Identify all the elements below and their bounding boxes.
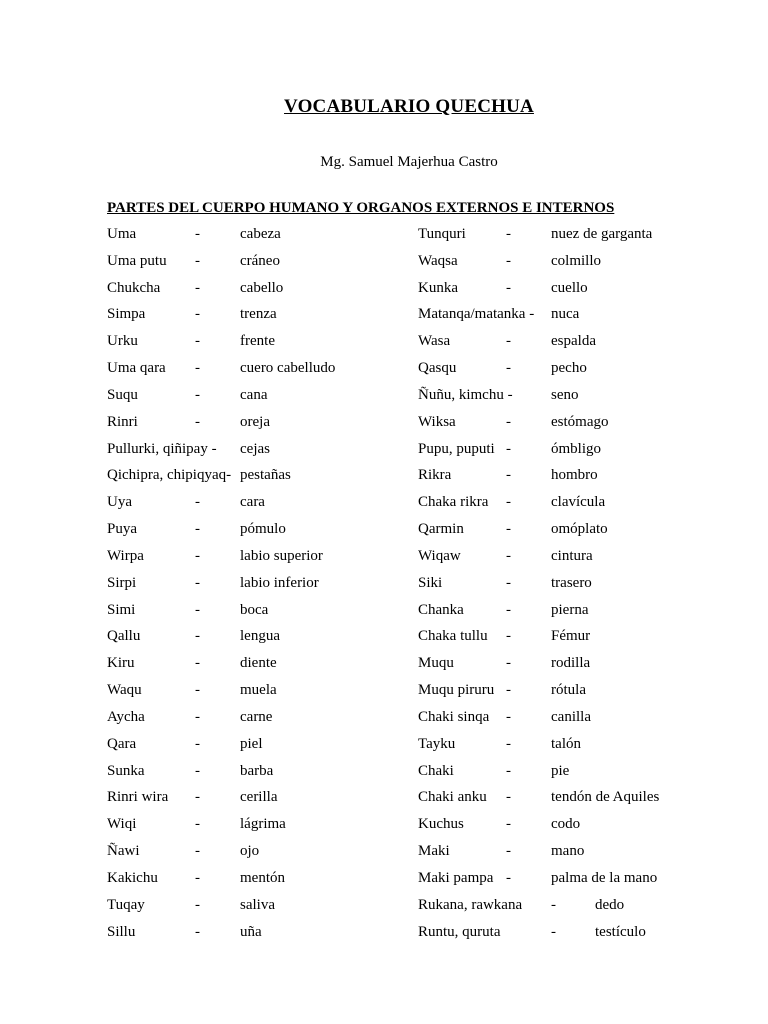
separator-dash: - bbox=[506, 601, 511, 618]
separator-dash: - bbox=[551, 923, 556, 940]
quechua-term: Uma putu bbox=[107, 252, 167, 269]
separator-dash: - bbox=[195, 843, 200, 860]
quechua-term: Tunquri bbox=[418, 226, 466, 242]
separator-dash: - bbox=[506, 333, 511, 350]
spanish-translation: cejas bbox=[240, 440, 270, 457]
separator-dash: - bbox=[195, 655, 200, 672]
quechua-term: Chaka tullu bbox=[418, 628, 488, 645]
quechua-term: Qara bbox=[107, 735, 137, 752]
section-heading: PARTES DEL CUERPO HUMANO Y ORGANOS EXTERNOS E INTERNOS bbox=[107, 200, 615, 216]
separator-dash: - bbox=[506, 226, 511, 242]
quechua-term: Chukcha bbox=[107, 279, 161, 296]
vocabulary-row bbox=[107, 306, 407, 333]
spanish-translation: uña bbox=[240, 923, 262, 940]
quechua-term: Wiqaw bbox=[418, 547, 461, 564]
vocabulary-row bbox=[418, 816, 748, 843]
spanish-translation: clavícula bbox=[551, 494, 606, 511]
vocabulary-row bbox=[107, 843, 407, 870]
quechua-term: Pullurki, qiñipay - bbox=[107, 440, 217, 457]
quechua-term: Simi bbox=[107, 601, 136, 618]
quechua-term: Pupu, puputi bbox=[418, 440, 495, 457]
spanish-translation: cabeza bbox=[240, 226, 281, 242]
separator-dash: - bbox=[195, 252, 200, 269]
separator-dash: - bbox=[506, 708, 511, 725]
vocabulary-row bbox=[418, 870, 748, 897]
spanish-translation: hombro bbox=[551, 467, 598, 484]
vocabulary-row bbox=[107, 736, 407, 763]
separator-dash: - bbox=[195, 386, 200, 403]
vocabulary-row bbox=[107, 333, 407, 360]
spanish-translation: cerilla bbox=[240, 789, 278, 806]
spanish-translation: colmillo bbox=[551, 252, 601, 269]
spanish-translation: cabello bbox=[240, 279, 284, 296]
quechua-term: Matanqa/matanka - bbox=[418, 306, 535, 323]
separator-dash: - bbox=[195, 628, 200, 645]
separator-dash: - bbox=[195, 896, 200, 913]
vocabulary-row bbox=[418, 467, 748, 494]
spanish-translation: cuello bbox=[551, 279, 588, 296]
separator-dash: - bbox=[506, 789, 511, 806]
vocabulary-row bbox=[107, 253, 407, 280]
vocabulary-row bbox=[418, 628, 748, 655]
spanish-translation: palma de la mano bbox=[551, 869, 658, 886]
spanish-translation: cuero cabelludo bbox=[240, 360, 336, 377]
vocabulary-row bbox=[107, 226, 407, 253]
vocabulary-row bbox=[418, 682, 748, 709]
separator-dash: - bbox=[506, 816, 511, 833]
separator-dash: - bbox=[506, 413, 511, 430]
quechua-term: Wiqi bbox=[107, 816, 137, 833]
separator-dash: - bbox=[195, 333, 200, 350]
spanish-translation: oreja bbox=[240, 413, 270, 430]
quechua-term: Rikra bbox=[418, 467, 452, 484]
separator-dash: - bbox=[195, 226, 200, 242]
vocabulary-row bbox=[107, 494, 407, 521]
vocabulary-row bbox=[418, 387, 748, 414]
spanish-translation: cintura bbox=[551, 547, 593, 564]
spanish-translation: talón bbox=[551, 735, 581, 752]
quechua-term: Kiru bbox=[107, 655, 135, 672]
quechua-term: Waqu bbox=[107, 682, 142, 699]
vocabulary-row bbox=[107, 897, 407, 924]
separator-dash: - bbox=[195, 521, 200, 538]
quechua-term: Sillu bbox=[107, 923, 136, 940]
vocabulary-row bbox=[418, 897, 748, 924]
vocabulary-row bbox=[107, 441, 407, 468]
quechua-term: Muqu bbox=[418, 655, 454, 672]
vocabulary-row bbox=[107, 575, 407, 602]
vocabulary-row bbox=[418, 655, 748, 682]
quechua-term: Suqu bbox=[107, 386, 138, 403]
quechua-term: Sirpi bbox=[107, 574, 137, 591]
quechua-term: Kakichu bbox=[107, 869, 158, 886]
vocabulary-row bbox=[107, 548, 407, 575]
quechua-term: Uma qara bbox=[107, 360, 166, 377]
spanish-translation: pecho bbox=[551, 360, 587, 377]
separator-dash: - bbox=[195, 682, 200, 699]
vocabulary-row bbox=[418, 306, 748, 333]
vocabulary-row bbox=[418, 575, 748, 602]
separator-dash: - bbox=[195, 360, 200, 377]
spanish-translation: labio inferior bbox=[240, 574, 319, 591]
spanish-translation: nuca bbox=[551, 306, 580, 323]
separator-dash: - bbox=[195, 413, 200, 430]
vocabulary-row bbox=[107, 924, 407, 951]
spanish-translation: ojo bbox=[240, 843, 260, 860]
page-title: VOCABULARIO QUECHUA bbox=[284, 96, 534, 117]
vocabulary-row bbox=[107, 628, 407, 655]
spanish-translation: lengua bbox=[240, 628, 280, 645]
quechua-term: Aycha bbox=[107, 708, 145, 725]
spanish-translation: Fémur bbox=[551, 628, 591, 645]
spanish-translation: barba bbox=[240, 762, 274, 779]
quechua-term: Uma bbox=[107, 226, 137, 242]
separator-dash: - bbox=[506, 547, 511, 564]
vocabulary-row bbox=[418, 789, 748, 816]
separator-dash: - bbox=[195, 574, 200, 591]
separator-dash: - bbox=[506, 735, 511, 752]
vocabulary-row bbox=[107, 763, 407, 790]
separator-dash: - bbox=[506, 762, 511, 779]
author-line: Mg. Samuel Majerhua Castro bbox=[320, 154, 498, 170]
separator-dash: - bbox=[506, 440, 511, 457]
separator-dash: - bbox=[506, 574, 511, 591]
spanish-translation: seno bbox=[551, 386, 579, 403]
spanish-translation: testículo bbox=[595, 923, 646, 940]
quechua-term: Wirpa bbox=[107, 547, 144, 564]
vocabulary-row bbox=[418, 360, 748, 387]
quechua-term: Qallu bbox=[107, 628, 141, 645]
spanish-translation: trasero bbox=[551, 574, 592, 591]
spanish-translation: cráneo bbox=[240, 252, 280, 269]
vocabulary-row bbox=[418, 924, 748, 951]
separator-dash: - bbox=[506, 682, 511, 699]
separator-dash: - bbox=[195, 708, 200, 725]
vocabulary-row bbox=[418, 226, 748, 253]
quechua-term: Wiksa bbox=[418, 413, 456, 430]
separator-dash: - bbox=[195, 923, 200, 940]
vocabulary-row bbox=[418, 548, 748, 575]
spanish-translation: pómulo bbox=[240, 521, 286, 538]
separator-dash: - bbox=[506, 655, 511, 672]
quechua-term: Waqsa bbox=[418, 252, 458, 269]
separator-dash: - bbox=[506, 467, 511, 484]
quechua-term: Ñawi bbox=[107, 843, 140, 860]
vocabulary-row bbox=[418, 494, 748, 521]
spanish-translation: cana bbox=[240, 386, 268, 403]
spanish-translation: pierna bbox=[551, 601, 589, 618]
quechua-term: Ñuñu, kimchu - bbox=[418, 386, 513, 403]
quechua-term: Rukana, rawkana bbox=[418, 896, 523, 913]
separator-dash: - bbox=[195, 279, 200, 296]
vocabulary-row bbox=[107, 414, 407, 441]
spanish-translation: lágrima bbox=[240, 816, 286, 833]
spanish-translation: pie bbox=[551, 762, 570, 779]
spanish-translation: muela bbox=[240, 682, 277, 699]
quechua-term: Qarmin bbox=[418, 521, 464, 538]
quechua-term: Chaki bbox=[418, 762, 454, 779]
quechua-term: Chaka rikra bbox=[418, 494, 489, 511]
vocabulary-row bbox=[418, 253, 748, 280]
vocabulary-row bbox=[418, 709, 748, 736]
vocabulary-row bbox=[418, 333, 748, 360]
spanish-translation: canilla bbox=[551, 708, 591, 725]
spanish-translation: codo bbox=[551, 816, 581, 833]
spanish-translation: trenza bbox=[240, 306, 277, 323]
separator-dash: - bbox=[195, 869, 200, 886]
separator-dash: - bbox=[506, 521, 511, 538]
vocabulary-row bbox=[418, 763, 748, 790]
vocabulary-row bbox=[107, 816, 407, 843]
separator-dash: - bbox=[506, 252, 511, 269]
quechua-term: Simpa bbox=[107, 306, 146, 323]
quechua-term: Maki bbox=[418, 843, 450, 860]
spanish-translation: dedo bbox=[595, 896, 625, 913]
vocabulary-row bbox=[107, 870, 407, 897]
separator-dash: - bbox=[506, 628, 511, 645]
spanish-translation: labio superior bbox=[240, 547, 323, 564]
quechua-term: Kunka bbox=[418, 279, 458, 296]
quechua-term: Chaki anku bbox=[418, 789, 487, 806]
quechua-term: Sunka bbox=[107, 762, 145, 779]
vocabulary-row bbox=[107, 789, 407, 816]
spanish-translation: cara bbox=[240, 494, 265, 511]
spanish-translation: rodilla bbox=[551, 655, 591, 672]
separator-dash: - bbox=[551, 896, 556, 913]
vocabulary-row bbox=[418, 736, 748, 763]
vocabulary-left-column bbox=[107, 226, 407, 950]
spanish-translation: tendón de Aquiles bbox=[551, 789, 660, 806]
quechua-term: Wasa bbox=[418, 333, 451, 350]
spanish-translation: frente bbox=[240, 333, 275, 350]
vocabulary-row bbox=[107, 521, 407, 548]
spanish-translation: carne bbox=[240, 708, 273, 725]
vocabulary-row bbox=[107, 602, 407, 629]
separator-dash: - bbox=[506, 279, 511, 296]
quechua-term: Maki pampa bbox=[418, 869, 494, 886]
quechua-term: Chaki sinqa bbox=[418, 708, 490, 725]
spanish-translation: mentón bbox=[240, 869, 285, 886]
quechua-term: Siki bbox=[418, 574, 443, 591]
spanish-translation: boca bbox=[240, 601, 269, 618]
vocabulary-row bbox=[418, 602, 748, 629]
spanish-translation: piel bbox=[240, 735, 263, 752]
separator-dash: - bbox=[195, 762, 200, 779]
vocabulary-row bbox=[107, 280, 407, 307]
vocabulary-row bbox=[107, 467, 407, 494]
separator-dash: - bbox=[195, 735, 200, 752]
quechua-term: Muqu piruru bbox=[418, 682, 495, 699]
separator-dash: - bbox=[195, 816, 200, 833]
vocabulary-row bbox=[107, 709, 407, 736]
separator-dash: - bbox=[506, 843, 511, 860]
quechua-term: Puya bbox=[107, 521, 137, 538]
separator-dash: - bbox=[195, 789, 200, 806]
spanish-translation: pestañas bbox=[240, 467, 291, 484]
spanish-translation: rótula bbox=[551, 682, 586, 699]
separator-dash: - bbox=[506, 360, 511, 377]
vocabulary-row bbox=[418, 521, 748, 548]
quechua-term: Urku bbox=[107, 333, 138, 350]
vocabulary-row bbox=[107, 655, 407, 682]
spanish-translation: diente bbox=[240, 655, 277, 672]
vocabulary-row bbox=[418, 280, 748, 307]
quechua-term: Uya bbox=[107, 494, 132, 511]
vocabulary-row bbox=[418, 441, 748, 468]
quechua-term: Tayku bbox=[418, 735, 456, 752]
separator-dash: - bbox=[195, 601, 200, 618]
spanish-translation: ómbligo bbox=[551, 440, 602, 457]
separator-dash: - bbox=[195, 494, 200, 511]
spanish-translation: saliva bbox=[240, 896, 275, 913]
vocabulary-row bbox=[107, 360, 407, 387]
spanish-translation: espalda bbox=[551, 333, 596, 350]
quechua-term: Tuqay bbox=[107, 896, 145, 913]
spanish-translation: estómago bbox=[551, 413, 609, 430]
vocabulary-row bbox=[107, 387, 407, 414]
quechua-term: Chanka bbox=[418, 601, 464, 618]
quechua-term: Rinri bbox=[107, 413, 138, 430]
separator-dash: - bbox=[195, 547, 200, 564]
spanish-translation: nuez de garganta bbox=[551, 226, 653, 242]
separator-dash: - bbox=[195, 306, 200, 323]
quechua-term: Runtu, quruta bbox=[418, 923, 501, 940]
vocabulary-row bbox=[418, 414, 748, 441]
spanish-translation: mano bbox=[551, 843, 585, 860]
quechua-term: Rinri wira bbox=[107, 789, 169, 806]
vocabulary-row bbox=[107, 682, 407, 709]
vocabulary-right-column bbox=[418, 226, 748, 950]
quechua-term: Kuchus bbox=[418, 816, 464, 833]
separator-dash: - bbox=[506, 869, 511, 886]
separator-dash: - bbox=[506, 494, 511, 511]
vocabulary-row bbox=[418, 843, 748, 870]
quechua-term: Qichipra, chipiqyaq- bbox=[107, 467, 232, 484]
spanish-translation: omóplato bbox=[551, 521, 608, 538]
quechua-term: Qasqu bbox=[418, 360, 457, 377]
